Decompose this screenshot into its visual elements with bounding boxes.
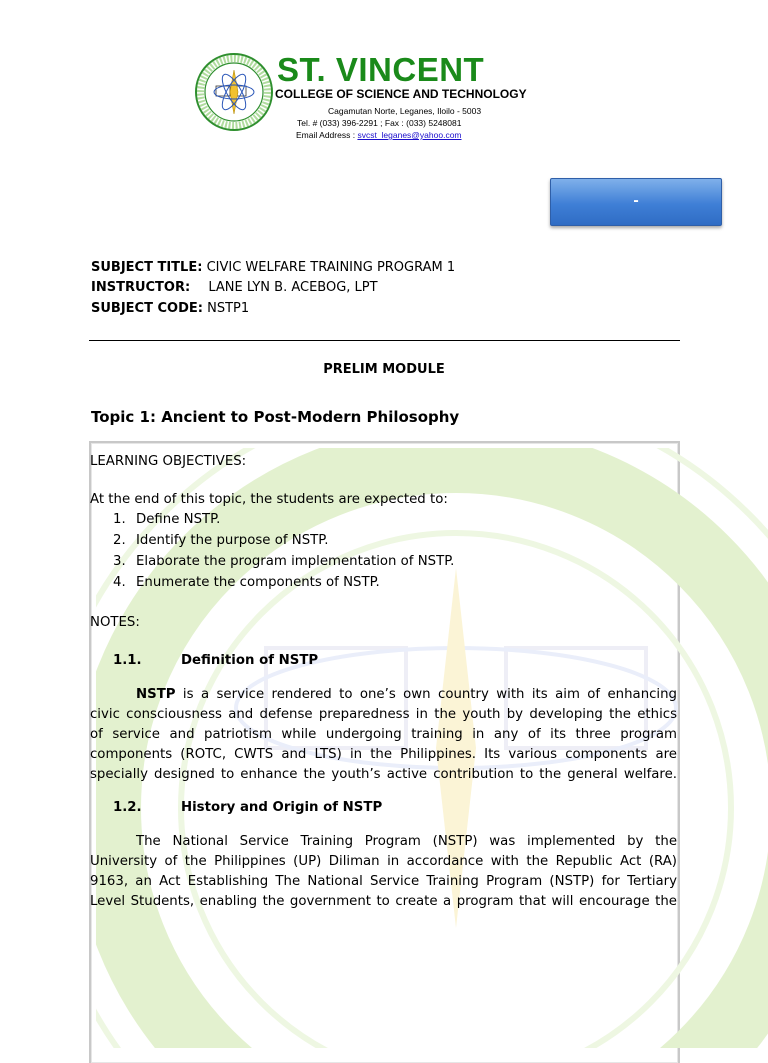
objective-item: 4. Enumerate the components of NSTP. [113, 575, 380, 590]
instructor-row [91, 280, 378, 296]
school-email-line [296, 129, 462, 141]
objective-item: 3. Elaborate the program implementation of NSTP. [113, 554, 455, 569]
paragraph-line: 9163, an Act Establishing The National Service Training Program (NSTP) for Tertiary [90, 874, 677, 889]
section-heading [113, 800, 382, 815]
instructor-label: INSTRUCTOR: [91, 280, 191, 295]
subject-title-row [91, 260, 455, 276]
subject-code-row [91, 301, 249, 317]
email-label: Email Address : [296, 130, 356, 140]
college-name: COLLEGE OF SCIENCE AND TECHNOLOGY [275, 87, 527, 101]
section-number: 1.1. [113, 653, 142, 668]
section-number: 1.2. [113, 800, 142, 815]
paragraph-line: University of the Philippines (UP) Diliman in accordance with the Republic Act (RA) [90, 854, 677, 869]
paragraph-line: The National Service Training Program (NSTP) was implemented by the [136, 834, 677, 849]
college-seal-logo [194, 52, 274, 132]
school-name: ST. VINCENT [277, 51, 485, 88]
paragraph-line: Level Students, enabling the government to create a program that will encourage the [90, 894, 677, 909]
module-title: PRELIM MODULE [323, 362, 445, 377]
subject-code-label: SUBJECT CODE: [91, 301, 203, 316]
section-heading [113, 653, 318, 668]
objective-item: 2. Identify the purpose of NSTP. [113, 533, 329, 548]
paragraph-line: NSTP is a service rendered to one’s own country with its aim of enhancing [136, 687, 677, 702]
divider [89, 340, 680, 341]
objective-item: 1. Define NSTP. [113, 512, 221, 527]
paragraph-line: civic consciousness and defense preparedness in the youth by developing the ethics [90, 707, 677, 722]
paragraph-line: of service and patriotism while undergoing training in any of its three program [90, 727, 677, 742]
section-title: Definition of NSTP [181, 653, 319, 668]
paragraph-line: specially designed to enhance the youth’s active contribution to the general welfare. [90, 767, 677, 782]
objectives-heading: LEARNING OBJECTIVES: [90, 454, 247, 469]
paragraph-line: components (ROTC, CWTS and LTS) in the Philippines. Its various components are [90, 747, 677, 762]
nstp-term: NSTP [136, 687, 176, 702]
notes-heading: NOTES: [90, 615, 140, 630]
school-address: Cagamutan Norte, Leganes, Iloilo - 5003 [328, 106, 482, 116]
subject-code-value: NSTP1 [207, 301, 250, 316]
subject-title-value: CIVIC WELFARE TRAINING PROGRAM 1 [206, 260, 456, 275]
blue-button[interactable]: - [550, 178, 722, 226]
instructor-value: LANE LYN B. ACEBOG, LPT [208, 280, 378, 295]
email-link[interactable]: svcst_leganes@yahoo.com [357, 130, 462, 140]
subject-title-label: SUBJECT TITLE: [91, 260, 203, 275]
objectives-intro: At the end of this topic, the students are expected to: [90, 492, 448, 507]
school-phone: Tel. # (033) 396-2291 ; Fax : (033) 5248081 [297, 118, 462, 128]
section-title: History and Origin of NSTP [181, 800, 383, 815]
topic-title: Topic 1: Ancient to Post-Modern Philosophy [91, 408, 460, 426]
